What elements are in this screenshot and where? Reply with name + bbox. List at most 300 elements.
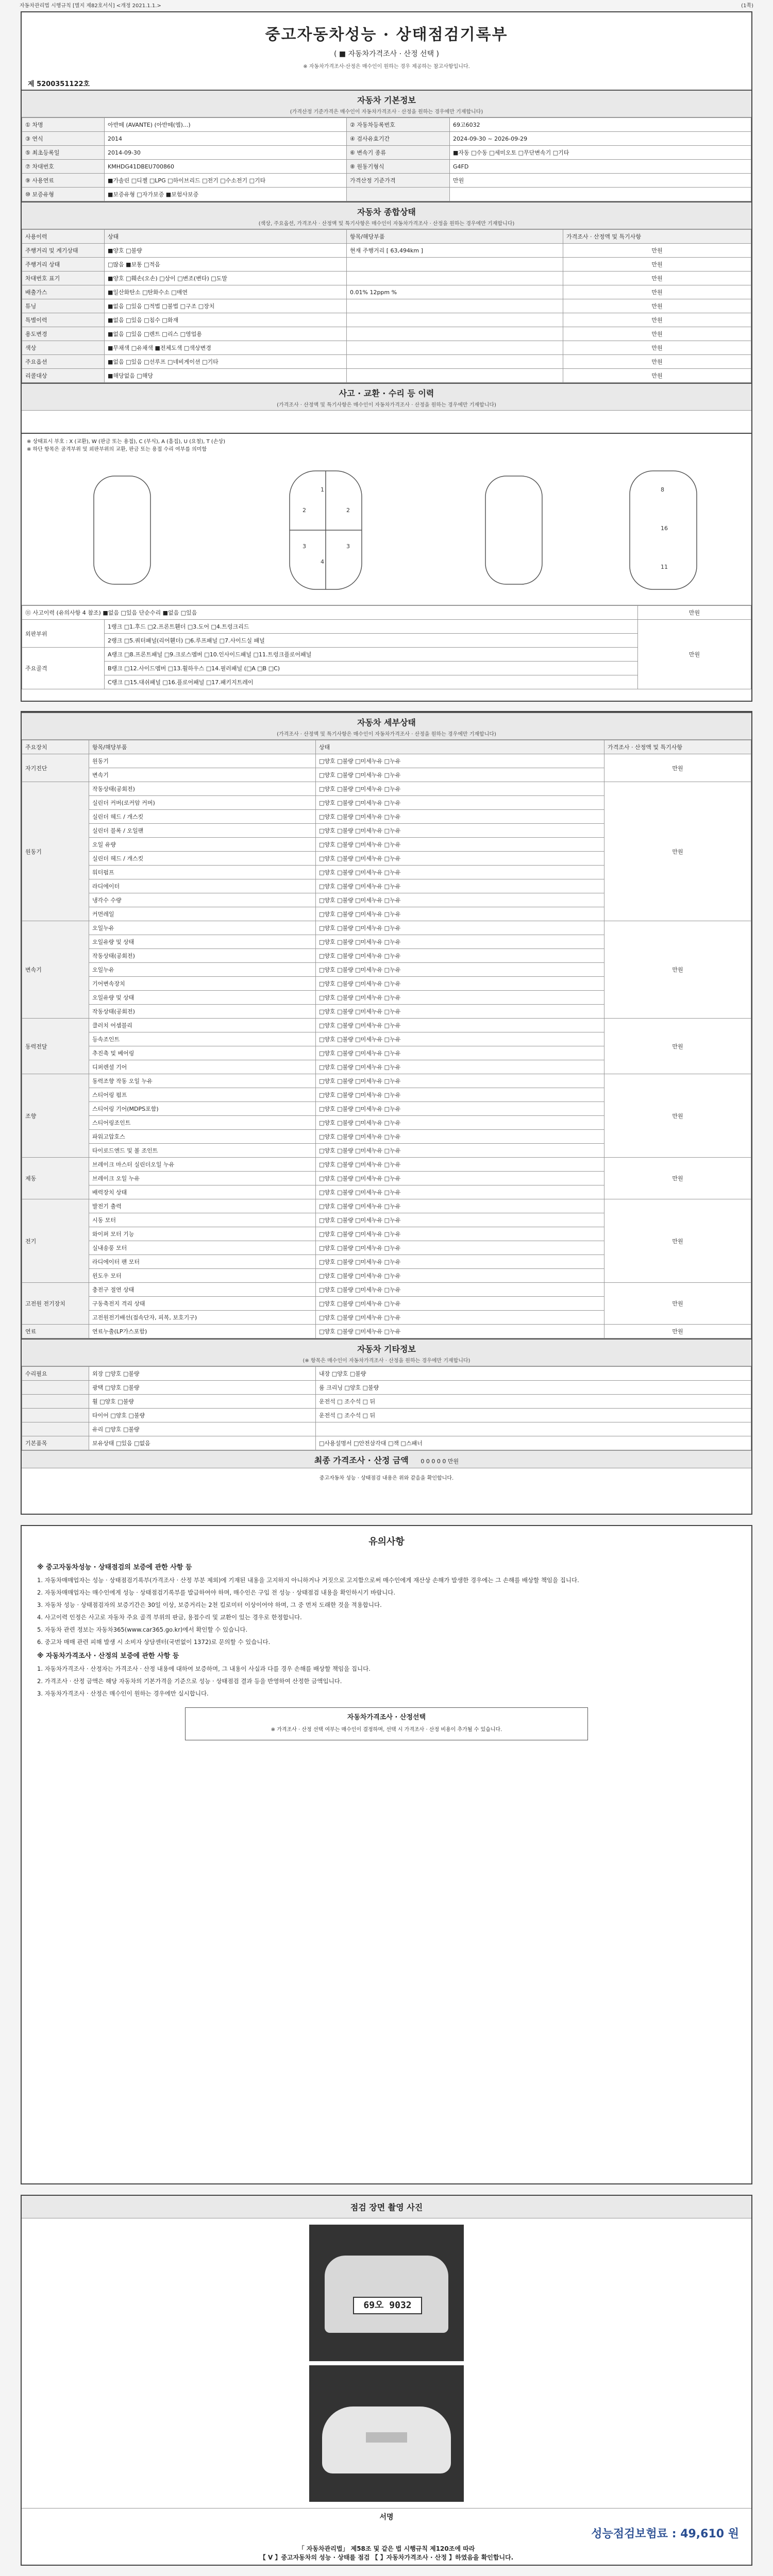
detail-group: 동력전달 — [22, 1019, 89, 1074]
detail-row — [22, 921, 751, 935]
general-row — [22, 313, 751, 327]
general-detail — [347, 313, 563, 327]
insurance-fee — [22, 2525, 751, 2541]
detail-price: 만원 — [604, 1019, 751, 1074]
basic-row — [22, 118, 751, 132]
detail-item: 스티어링 펌프 — [89, 1088, 316, 1102]
photo-front — [309, 2225, 464, 2361]
detail-item: 스티어링조인트 — [89, 1116, 316, 1130]
detail-title: 자동차 세부상태 — [357, 718, 416, 727]
general-detail: 0.01% 12ppm % — [347, 285, 563, 299]
svg-text:3: 3 — [303, 543, 306, 550]
basic-value: 2024-09-30 ~ 2026-09-29 — [450, 132, 751, 146]
detail-status: □양호 □불량 □미세누유 □누유 — [316, 1283, 604, 1297]
basic-sub: (가격산정 기준가격은 매수인이 자동차가격조사 · 산정을 원하는 경우에만 기재합니다) — [290, 109, 483, 115]
other-item: 내장 □양호 □불량 — [316, 1367, 751, 1381]
general-col-header: 가격조사 · 산정액 및 특기사항 — [563, 230, 751, 244]
notice-paragraph: 6. 중고차 매매 관련 피해 발생 시 소비자 상담센터(국번없이 1372)로 문의할 수 있습니다. — [37, 1638, 271, 1646]
detail-item: 냉각수 수량 — [89, 893, 316, 907]
basic-label: ③ 연식 — [22, 132, 105, 146]
detail-row — [22, 1283, 751, 1297]
general-detail — [347, 355, 563, 369]
basic-label: 가격산정 기준가격 — [347, 174, 450, 188]
detail-price: 만원 — [604, 921, 751, 1019]
general-status: ■해당없음 □해당 — [105, 369, 347, 383]
detail-item: 작동상태(공회전) — [89, 949, 316, 963]
general-status-table — [22, 229, 751, 383]
basic-label: ⑤ 최초등록일 — [22, 146, 105, 160]
accident-title: 사고 · 교환 · 수리 등 이력 — [339, 388, 434, 398]
detail-item: 발전기 출력 — [89, 1199, 316, 1213]
detail-price: 만원 — [604, 754, 751, 782]
form-subtitle: ( ■ 자동차가격조사 · 산정 선택 ) — [333, 50, 440, 58]
accident-sub: (가격조사 · 산정액 및 특기사항은 매수인이 자동차가격조사 · 산정을 원하는 경우에만 기재합니다) — [277, 402, 496, 408]
detail-item: 스티어링 기어(MDPS포함) — [89, 1102, 316, 1116]
form-note: ※ 자동차가격조사·산정은 매수인이 원하는 경우 제공하는 참고사항입니다. — [303, 64, 470, 70]
detail-status: □양호 □불량 □미세누유 □누유 — [316, 782, 604, 796]
signature-confirm: 중고자동차 성능 · 상태점검 내용은 위와 같음을 확인합니다. — [319, 1476, 454, 1481]
car-left-side — [94, 476, 150, 584]
detail-status: □양호 □불량 □미세누유 □누유 — [316, 838, 604, 852]
general-row — [22, 341, 751, 355]
detail-item: 타이로드엔드 및 볼 조인트 — [89, 1144, 316, 1158]
car-outline-svg — [22, 455, 743, 605]
other-item: 유리 □양호 □불량 — [89, 1422, 316, 1436]
detail-item: 와이퍼 모터 기능 — [89, 1227, 316, 1241]
detail-row — [22, 782, 751, 796]
detail-item: 충전구 절연 상태 — [89, 1283, 316, 1297]
notice-title: 유의사항 — [368, 1536, 405, 1547]
frame-rank-b: B랭크 □12.사이드멤버 □13.휠하우스 □14.필러패널 (□A □B □C) — [105, 662, 638, 675]
general-price: 만원 — [563, 313, 751, 327]
detail-item: 실린더 블록 / 오일팬 — [89, 824, 316, 838]
detail-status: □양호 □불량 □미세누유 □누유 — [316, 1241, 604, 1255]
basic-row — [22, 188, 751, 201]
detail-status: □양호 □불량 □미세누유 □누유 — [316, 1297, 604, 1311]
general-detail — [347, 258, 563, 272]
general-status: ■양호 □불량 — [105, 244, 347, 258]
general-price: 만원 — [563, 355, 751, 369]
general-row — [22, 272, 751, 285]
svg-text:8: 8 — [661, 486, 664, 493]
general-detail — [347, 299, 563, 313]
other-item: 휠 □양호 □불량 — [89, 1395, 316, 1409]
general-status: ■무채색 □유채색 ■전체도색 □색상변경 — [105, 341, 347, 355]
detail-row — [22, 754, 751, 768]
detail-row — [22, 1074, 751, 1088]
detail-col-header: 상태 — [316, 740, 604, 754]
detail-status: □양호 □불량 □미세누유 □누유 — [316, 1325, 604, 1338]
notice-sec2: ※ 자동차가격조사 · 산정의 보증에 관한 사항 등 — [37, 1652, 179, 1660]
price-select-text: ※ 가격조사 · 산정 선택 여부는 매수인이 결정하며, 선택 시 가격조사 · 산정 비용이 추가될 수 있습니다. — [271, 1727, 502, 1733]
general-status: ■없음 □있음 □적법 □불법 □구조 □장치 — [105, 299, 347, 313]
basic-section-header — [22, 90, 751, 117]
detail-status: □양호 □불량 □미세누유 □누유 — [316, 921, 604, 935]
detail-status: □양호 □불량 □미세누유 □누유 — [316, 1158, 604, 1172]
outer-rank-2: 2랭크 □5.쿼터패널(리어휀더) □6.루프패널 □7.사이드실 패널 — [105, 634, 638, 648]
accident-section-header — [22, 383, 751, 411]
page-topline — [20, 1, 753, 9]
detail-section-header — [22, 712, 751, 740]
car-right-side — [485, 476, 542, 584]
detail-item: 원동기 — [89, 754, 316, 768]
other-group: 기본품목 — [22, 1436, 89, 1450]
general-row — [22, 258, 751, 272]
basic-row — [22, 146, 751, 160]
detail-item: 브레이크 마스터 실린더오일 누유 — [89, 1158, 316, 1172]
detail-item: 브레이크 오일 누유 — [89, 1172, 316, 1185]
other-group — [22, 1409, 89, 1422]
notice-paragraph: 3. 자동차 성능 · 상태점검자의 보증기간은 30일 이상, 보증거리는 2천 킬로미터 이상이어야 하며, 그 중 먼저 도래한 것을 적용합니다. — [37, 1601, 382, 1608]
page-1 — [21, 11, 752, 434]
detail-item: 실내송풍 모터 — [89, 1241, 316, 1255]
other-group — [22, 1422, 89, 1436]
detail-item: 배력장치 상태 — [89, 1185, 316, 1199]
basic-label — [347, 188, 450, 201]
general-row — [22, 369, 751, 383]
general-item: 주행거리 및 계기상태 — [22, 244, 105, 258]
detail-price: 만원 — [604, 1074, 751, 1158]
detail-status: □양호 □불량 □미세누유 □누유 — [316, 1311, 604, 1325]
detail-price: 만원 — [604, 1283, 751, 1325]
photo-rear — [309, 2365, 464, 2502]
other-item: 외장 □양호 □불량 — [89, 1367, 316, 1381]
notice-paragraph: 4. 사고이력 인정은 사고로 자동차 주요 골격 부위의 판금, 용접수리 및 교환이 있는 경우로 한정합니다. — [37, 1614, 302, 1621]
detail-item: 작동상태(공회전) — [89, 1005, 316, 1019]
page-4 — [21, 2195, 752, 2566]
svg-text:4: 4 — [321, 558, 324, 565]
detail-status: □양호 □불량 □미세누유 □누유 — [316, 1130, 604, 1144]
detail-item: 기어변속장치 — [89, 977, 316, 991]
fee-label: 성능점검보험료 : — [591, 2528, 677, 2540]
other-item: 운전석 □ 조수석 □ 뒤 — [316, 1409, 751, 1422]
basic-value: 69고6032 — [450, 118, 751, 132]
notice-sec1: ※ 중고자동차성능 · 상태점검의 보증에 관한 사항 등 — [37, 1564, 192, 1571]
general-item: 리콜대상 — [22, 369, 105, 383]
basic-row — [22, 174, 751, 188]
other-item: □사용설명서 □안전삼각대 □잭 □스패너 — [316, 1436, 751, 1450]
svg-text:2: 2 — [303, 507, 306, 514]
detail-item: 작동상태(공회전) — [89, 782, 316, 796]
other-item: 타이어 □양호 □불량 — [89, 1409, 316, 1422]
general-row — [22, 327, 751, 341]
detail-sub: (가격조사 · 산정액 및 특기사항은 매수인이 자동차가격조사 · 산정을 원하는 경우에만 기재합니다) — [277, 732, 496, 737]
general-item: 색상 — [22, 341, 105, 355]
detail-item: 실린더 헤드 / 개스킷 — [89, 852, 316, 866]
detail-group: 연료 — [22, 1325, 89, 1338]
other-item — [316, 1422, 751, 1436]
general-item: 주행거리 상태 — [22, 258, 105, 272]
other-row — [22, 1409, 751, 1422]
general-price: 만원 — [563, 369, 751, 383]
detail-status: □양호 □불량 □미세누유 □누유 — [316, 991, 604, 1005]
notice-paragraph: 2. 자동차매매업자는 매수인에게 성능 · 상태점검기록부를 발급하여야 하며, 매수인은 구입 전 성능 · 상태점검 내용을 확인하시기 바랍니다. — [37, 1589, 396, 1596]
basic-info-table — [22, 117, 751, 201]
general-row — [22, 244, 751, 258]
detail-status: □양호 □불량 □미세누유 □누유 — [316, 810, 604, 824]
other-item: 운전석 □ 조수석 □ 뒤 — [316, 1395, 751, 1409]
detail-status: □양호 □불량 □미세누유 □누유 — [316, 1255, 604, 1269]
detail-status: □양호 □불량 □미세누유 □누유 — [316, 866, 604, 879]
svg-text:16: 16 — [661, 525, 668, 532]
detail-group: 변속기 — [22, 921, 89, 1019]
basic-label: ⑧ 원동기형식 — [347, 160, 450, 174]
general-price: 만원 — [563, 285, 751, 299]
detail-item: 오일유량 및 상태 — [89, 935, 316, 949]
form-header — [22, 12, 751, 70]
general-row — [22, 299, 751, 313]
footer-line-2: 【 V 】중고자동차의 성능 · 상태를 점검 【 】자동차가격조사 · 산정 】하였음을 확인합니다. — [259, 2554, 514, 2561]
general-price: 만원 — [563, 244, 751, 258]
basic-label: ② 자동차등록번호 — [347, 118, 450, 132]
svg-text:11: 11 — [661, 564, 668, 570]
detail-price: 만원 — [604, 1325, 751, 1338]
frame-rank-a: A랭크 □8.프론트패널 □9.크로스멤버 □10.인사이드패널 □11.트렁크플로어패널 — [105, 648, 638, 662]
license-plate: 69오 9032 — [353, 2297, 422, 2314]
detail-item: 추진축 및 베어링 — [89, 1046, 316, 1060]
general-item: 용도변경 — [22, 327, 105, 341]
detail-status: □양호 □불량 □미세누유 □누유 — [316, 1116, 604, 1130]
notice-paragraph: 5. 자동차 관련 정보는 자동차365(www.car365.go.kr)에서 확인할 수 있습니다. — [37, 1626, 248, 1633]
detail-col-header: 주요장치 — [22, 740, 89, 754]
general-status: ■양호 □훼손(오손) □상이 □변조(변타) □도말 — [105, 272, 347, 285]
other-sub: (※ 항목은 매수인이 자동차가격조사 · 산정을 원하는 경우에만 기재합니다) — [303, 1358, 470, 1364]
detail-item: 동력조향 작동 오일 누유 — [89, 1074, 316, 1088]
basic-value: 만원 — [450, 174, 751, 188]
detail-item: 디퍼렌셜 기어 — [89, 1060, 316, 1074]
general-price: 만원 — [563, 299, 751, 313]
detail-status: □양호 □불량 □미세누유 □누유 — [316, 893, 604, 907]
basic-value: 아반떼 (AVANTE) (아반떼(엠)...) — [105, 118, 347, 132]
page-mark: (1쪽) — [741, 3, 753, 9]
detail-status: □양호 □불량 □미세누유 □누유 — [316, 935, 604, 949]
detail-item: 실린더 헤드 / 개스킷 — [89, 810, 316, 824]
detail-status: □양호 □불량 □미세누유 □누유 — [316, 949, 604, 963]
general-sub: (색상, 주요옵션, 가격조사 · 산정액 및 특기사항은 매수인이 자동차가격조사 · 산정을 원하는 경우에만 기재합니다) — [258, 221, 515, 227]
final-price-title: 최종 가격조사 · 산정 금액 — [314, 1455, 409, 1465]
basic-label: ⑩ 보증유형 — [22, 188, 105, 201]
other-item: 룸 크리닝 □양호 □불량 — [316, 1381, 751, 1395]
detail-status: □양호 □불량 □미세누유 □누유 — [316, 1032, 604, 1046]
detail-group: 제동 — [22, 1158, 89, 1199]
general-status: □많음 ■보통 □적음 — [105, 258, 347, 272]
detail-item: 연료누출(LP가스포함) — [89, 1325, 316, 1338]
other-row — [22, 1381, 751, 1395]
detail-item: 클러치 어셈블리 — [89, 1019, 316, 1032]
general-detail — [347, 341, 563, 355]
page-1-accident — [21, 434, 752, 702]
general-section-header — [22, 201, 751, 229]
general-status: ■없음 □있음 □렌트 □리스 □영업용 — [105, 327, 347, 341]
accident-legend-2: ※ 하단 항목은 골격부위 및 외판부위의 교환, 판금 또는 용접 수리 여부를 의미함 — [27, 447, 207, 452]
detail-status: □양호 □불량 □미세누유 □누유 — [316, 1088, 604, 1102]
detail-item: 구동축전지 격리 상태 — [89, 1297, 316, 1311]
other-row — [22, 1436, 751, 1450]
fee-value: 49,610 원 — [680, 2528, 739, 2540]
basic-value: ■가솔린 □디젤 □LPG □하이브리드 □전기 □수소전기 □기타 — [105, 174, 347, 188]
basic-value: G4FD — [450, 160, 751, 174]
other-row — [22, 1422, 751, 1436]
outer-rank-1: 1랭크 □1.후드 □2.프론트휀더 □3.도어 □4.트렁크리드 — [105, 620, 638, 634]
detail-status: □양호 □불량 □미세누유 □누유 — [316, 824, 604, 838]
other-row — [22, 1395, 751, 1409]
general-status: ■없음 □있음 □선루프 □네비게이션 □기타 — [105, 355, 347, 369]
basic-value — [450, 188, 751, 201]
other-group — [22, 1395, 89, 1409]
basic-value: ■보증유형 □자가보증 ■보험사보증 — [105, 188, 347, 201]
detail-item: 오일 유량 — [89, 838, 316, 852]
detail-item: 파워고압호스 — [89, 1130, 316, 1144]
general-row — [22, 285, 751, 299]
other-item: 광택 □양호 □불량 — [89, 1381, 316, 1395]
general-item: 배출가스 — [22, 285, 105, 299]
detail-status: □양호 □불량 □미세누유 □누유 — [316, 1005, 604, 1019]
detail-price: 만원 — [604, 782, 751, 921]
general-status: ■없음 □있음 □침수 □화재 — [105, 313, 347, 327]
basic-value: 2014-09-30 — [105, 146, 347, 160]
other-table — [22, 1366, 751, 1450]
general-title: 자동차 종합상태 — [357, 207, 416, 217]
basic-row — [22, 132, 751, 146]
general-item: 튜닝 — [22, 299, 105, 313]
general-item: 특별이력 — [22, 313, 105, 327]
detail-status: □양호 □불량 □미세누유 □누유 — [316, 1185, 604, 1199]
other-title: 자동차 기타정보 — [357, 1344, 416, 1354]
general-detail — [347, 327, 563, 341]
detail-row — [22, 1199, 751, 1213]
basic-title: 자동차 기본정보 — [357, 95, 416, 105]
detail-price: 만원 — [604, 1199, 751, 1283]
detail-item: 윈도우 모터 — [89, 1269, 316, 1283]
detail-item: 라디에이터 팬 모터 — [89, 1255, 316, 1269]
general-price: 만원 — [563, 327, 751, 341]
footer-line-1: 「 자동차관리법」 제58조 및 같은 법 시행규칙 제120조에 따라 — [298, 2545, 475, 2552]
detail-group: 원동기 — [22, 782, 89, 921]
detail-status: □양호 □불량 □미세누유 □누유 — [316, 977, 604, 991]
price-select-box — [185, 1707, 588, 1740]
basic-label: ⑨ 사용연료 — [22, 174, 105, 188]
other-group: 수리필요 — [22, 1367, 89, 1381]
basic-row — [22, 160, 751, 174]
general-price: 만원 — [563, 272, 751, 285]
general-col-header: 상태 — [105, 230, 347, 244]
general-col-header: 항목/해당부품 — [347, 230, 563, 244]
car-diagram — [22, 455, 751, 605]
other-group — [22, 1381, 89, 1395]
basic-label: ① 차명 — [22, 118, 105, 132]
other-item: 보유상태 □있음 □없음 — [89, 1436, 316, 1450]
detail-item: 변속기 — [89, 768, 316, 782]
general-detail — [347, 272, 563, 285]
basic-value: ■자동 □수동 □세미오토 □무단변속기 □기타 — [450, 146, 751, 160]
price-select-title: 자동차가격조사 · 산정선택 — [347, 1714, 426, 1721]
detail-table — [22, 740, 751, 1338]
general-detail: 현재 주행거리 [ 63,494km ] — [347, 244, 563, 258]
frame-rank-c: C랭크 □15.대쉬패널 □16.플로어패널 □17.패키지트레이 — [105, 675, 638, 689]
detail-status: □양호 □불량 □미세누유 □누유 — [316, 963, 604, 977]
page-3 — [21, 1525, 752, 2184]
detail-status: □양호 □불량 □미세누유 □누유 — [316, 1074, 604, 1088]
final-price-header — [22, 1450, 751, 1468]
detail-row — [22, 1158, 751, 1172]
detail-status: □양호 □불량 □미세누유 □누유 — [316, 1172, 604, 1185]
general-row — [22, 355, 751, 369]
detail-item: 워터펌프 — [89, 866, 316, 879]
basic-label: ⑥ 변속기 종류 — [347, 146, 450, 160]
accident-history: ⑪ 사고이력 (유의사항 4 참조) ■없음 □있음 단순수리 ■없음 □있음 — [22, 606, 638, 620]
detail-status: □양호 □불량 □미세누유 □누유 — [316, 1102, 604, 1116]
detail-row — [22, 1019, 751, 1032]
sign-label: 서명 — [22, 2508, 751, 2525]
detail-status: □양호 □불량 □미세누유 □누유 — [316, 1213, 604, 1227]
detail-status: □양호 □불량 □미세누유 □누유 — [316, 1269, 604, 1283]
detail-group: 조향 — [22, 1074, 89, 1158]
form-ref: 자동차관리법 시행규칙 [별지 제82호서식] <개정 2021.1.1.> — [20, 3, 161, 9]
general-item: 차대번호 표기 — [22, 272, 105, 285]
basic-label: ⑦ 차대번호 — [22, 160, 105, 174]
detail-group: 자기진단 — [22, 754, 89, 782]
svg-text:3: 3 — [346, 543, 350, 550]
detail-item: 오일누유 — [89, 963, 316, 977]
detail-group: 고전원 전기장치 — [22, 1283, 89, 1325]
detail-col-header: 가격조사 · 산정액 및 특기사항 — [604, 740, 751, 754]
general-status: ■일산화탄소 □탄화수소 □매연 — [105, 285, 347, 299]
detail-item: 시동 모터 — [89, 1213, 316, 1227]
other-section-header — [22, 1338, 751, 1366]
general-price: 만원 — [563, 341, 751, 355]
detail-status: □양호 □불량 □미세누유 □누유 — [316, 754, 604, 768]
general-item: 주요옵션 — [22, 355, 105, 369]
notice-paragraph: 3. 자동차가격조사 · 산정은 매수인이 원하는 경우에만 실시합니다. — [37, 1690, 209, 1697]
detail-status: □양호 □불량 □미세누유 □누유 — [316, 1199, 604, 1213]
notice-paragraph: 1. 자동차매매업자는 성능 · 상태점검기록부(가격조사 · 산정 부분 제외)에 기재된 내용을 고지하지 아니하거나 거짓으로 고지함으로써 매수인에게 재산상 손해가 발생한 경우에는 그 손해를 배상할 책임을 집니다. — [37, 1577, 579, 1584]
detail-status: □양호 □불량 □미세누유 □누유 — [316, 1019, 604, 1032]
notice-paragraph: 2. 가격조사 · 산정 금액은 해당 자동차의 기본가격을 기준으로 성능 · 상태점검 결과 등을 반영하여 산정한 금액입니다. — [37, 1677, 342, 1685]
detail-status: □양호 □불량 □미세누유 □누유 — [316, 1060, 604, 1074]
final-price-value: 0 0 0 0 0 만원 — [421, 1458, 459, 1465]
other-row — [22, 1367, 751, 1381]
basic-value: KMHDG41DBEU700860 — [105, 160, 347, 174]
detail-group: 전기 — [22, 1199, 89, 1283]
detail-item: 실린더 커버(로커암 커버) — [89, 796, 316, 810]
basic-value: 2014 — [105, 132, 347, 146]
detail-status: □양호 □불량 □미세누유 □누유 — [316, 1046, 604, 1060]
detail-price: 만원 — [604, 1158, 751, 1199]
general-col-header: 사용이력 — [22, 230, 105, 244]
detail-status: □양호 □불량 □미세누유 □누유 — [316, 768, 604, 782]
photo-title: 점검 장면 촬영 사진 — [22, 2196, 751, 2218]
detail-col-header: 항목/해당부품 — [89, 740, 316, 754]
detail-item: 오일누유 — [89, 921, 316, 935]
detail-status: □양호 □불량 □미세누유 □누유 — [316, 796, 604, 810]
detail-item: 라디에이터 — [89, 879, 316, 893]
notice-paragraph: 1. 자동차가격조사 · 산정자는 가격조사 · 산정 내용에 대하여 보증하며, 그 내용이 사실과 다를 경우 손해를 배상할 책임을 집니다. — [37, 1665, 371, 1672]
general-price: 만원 — [563, 258, 751, 272]
detail-status: □양호 □불량 □미세누유 □누유 — [316, 1144, 604, 1158]
detail-item: 오일유량 및 상태 — [89, 991, 316, 1005]
svg-text:2: 2 — [346, 507, 350, 514]
detail-status: □양호 □불량 □미세누유 □누유 — [316, 1227, 604, 1241]
detail-status: □양호 □불량 □미세누유 □누유 — [316, 852, 604, 866]
detail-item: 고전원전기배선(접속단자, 피복, 보호기구) — [89, 1311, 316, 1325]
accident-table: ⑪ 사고이력 (유의사항 4 참조) ■없음 □있음 단순수리 ■없음 □있음 만원 외판부위 1랭크 □1.후드 □2.프론트휀더 □3.도어 □4.트렁크리드 만원 2랭크 □5.쿼터패널(리어휀더) □6.루프패널 □7.사이드실 패널 주요골격 A랭크 □8.프론트패널 □9.크로스멤버 □10.인사이드패널 □11.트렁크플로어패널 B랭크 □12.사이드멤버 □13.휠하우스 □14.필러패널 (□A □B □C) C랭크 □15.대쉬패널 □16.플로어패널 □17.패키지트레이 — [22, 605, 751, 689]
page-2 — [21, 711, 752, 1515]
detail-item: 등속조인트 — [89, 1032, 316, 1046]
detail-item: 커먼레일 — [89, 907, 316, 921]
detail-row — [22, 1325, 751, 1338]
form-title: 중고자동차성능 · 상태점검기록부 — [265, 26, 508, 44]
detail-status: □양호 □불량 □미세누유 □누유 — [316, 879, 604, 893]
